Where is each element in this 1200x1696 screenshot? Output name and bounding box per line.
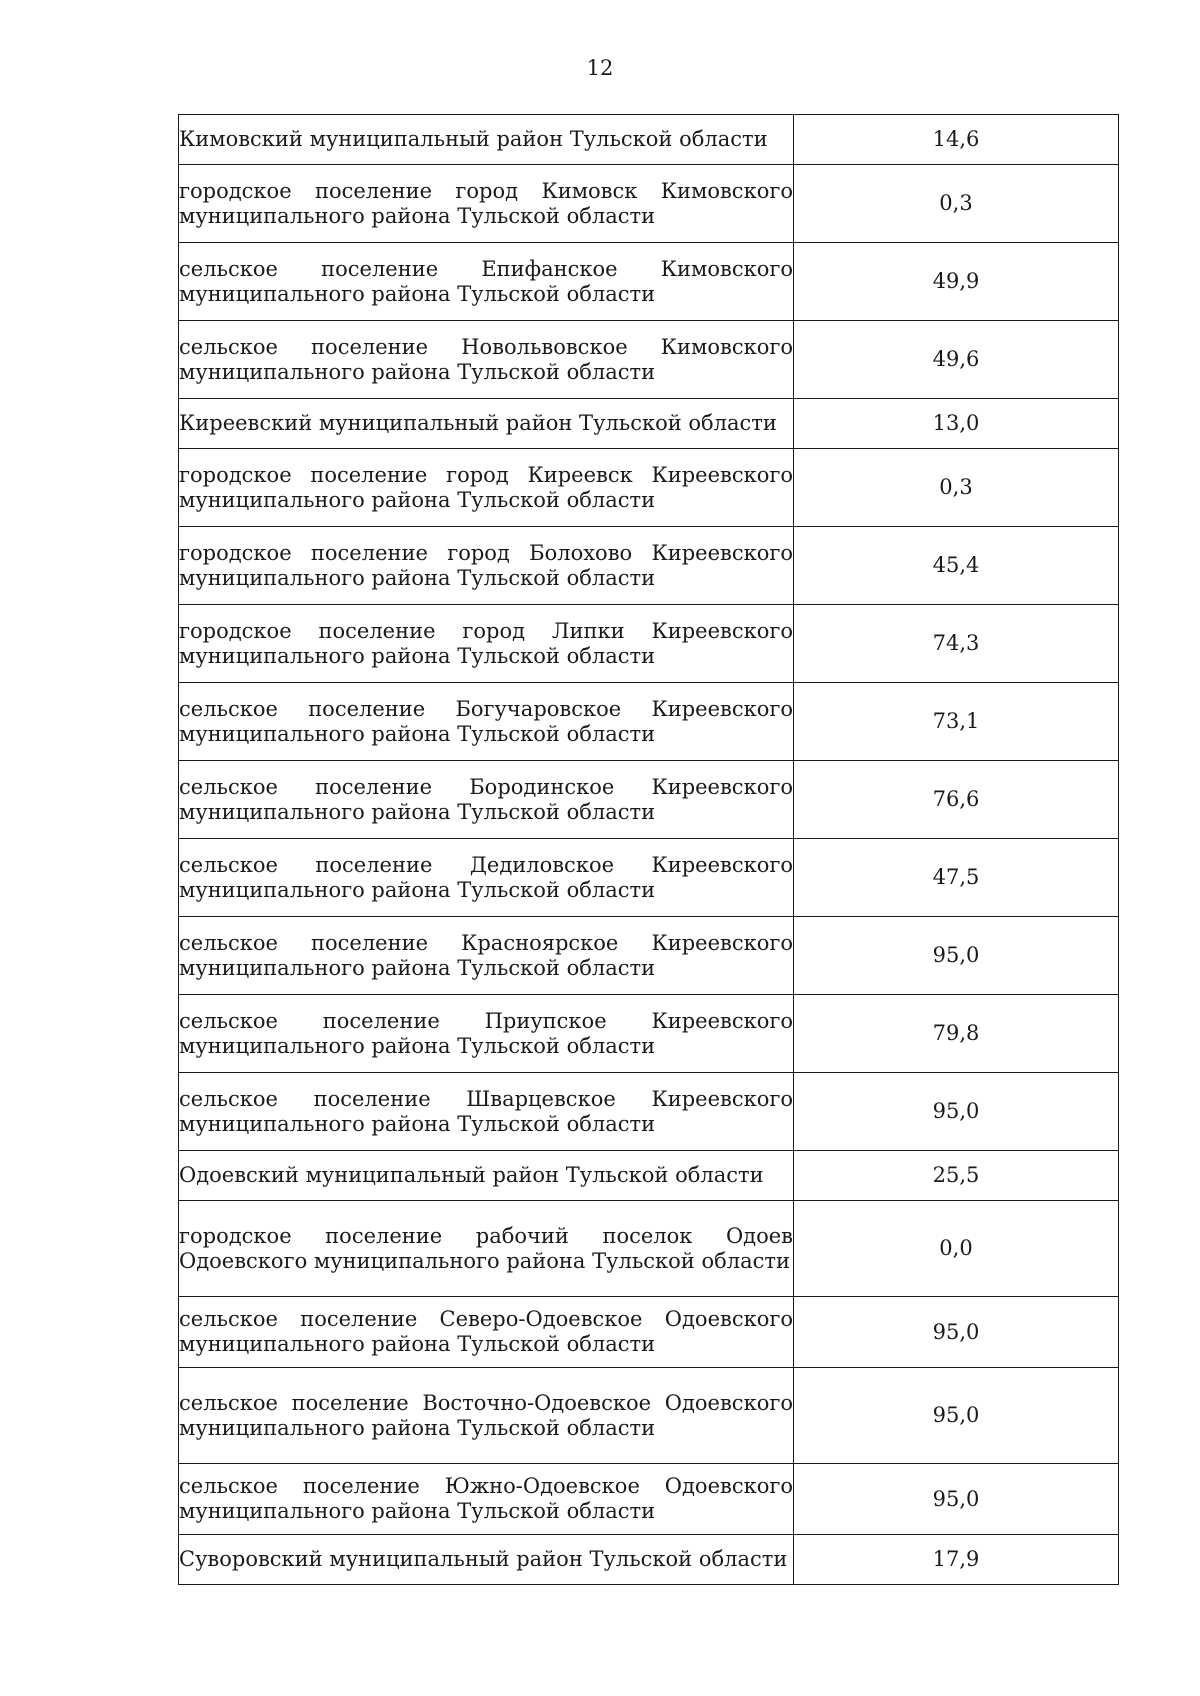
settlement-row xyxy=(179,321,1119,399)
district-row xyxy=(179,1535,1119,1585)
settlement-name-cell: сельское поселение Восточно-Одоевское Одоевского муниципального района Тульской области xyxy=(179,1368,794,1464)
settlement-row xyxy=(179,165,1119,243)
settlement-row xyxy=(179,243,1119,321)
settlement-row xyxy=(179,605,1119,683)
value-cell: 25,5 xyxy=(794,1151,1119,1201)
district-row xyxy=(179,399,1119,449)
district-row xyxy=(179,1151,1119,1201)
district-name-cell: Одоевский муниципальный район Тульской области xyxy=(179,1151,794,1201)
settlement-row xyxy=(179,1368,1119,1464)
value-cell: 0,3 xyxy=(794,165,1119,243)
value-cell: 0,3 xyxy=(794,449,1119,527)
table-body xyxy=(179,115,1119,1585)
settlement-name-cell: сельское поселение Северо-Одоевское Одоевского муниципального района Тульской области xyxy=(179,1297,794,1368)
value-cell: 47,5 xyxy=(794,839,1119,917)
settlement-row xyxy=(179,683,1119,761)
value-cell: 73,1 xyxy=(794,683,1119,761)
value-cell: 79,8 xyxy=(794,995,1119,1073)
data-table xyxy=(178,114,1119,1585)
settlement-name-cell: городское поселение город Кимовск Кимовского муниципального района Тульской области xyxy=(179,165,794,243)
district-row xyxy=(179,115,1119,165)
district-name-cell: Кимовский муниципальный район Тульской области xyxy=(179,115,794,165)
settlement-name-cell: сельское поселение Богучаровское Киреевского муниципального района Тульской области xyxy=(179,683,794,761)
settlement-name-cell: сельское поселение Красноярское Киреевского муниципального района Тульской области xyxy=(179,917,794,995)
settlement-row xyxy=(179,1464,1119,1535)
value-cell: 76,6 xyxy=(794,761,1119,839)
value-cell: 17,9 xyxy=(794,1535,1119,1585)
district-name-cell: Киреевский муниципальный район Тульской области xyxy=(179,399,794,449)
settlement-name-cell: городское поселение город Болохово Киреевского муниципального района Тульской области xyxy=(179,527,794,605)
settlement-row xyxy=(179,527,1119,605)
value-cell: 49,6 xyxy=(794,321,1119,399)
settlement-row xyxy=(179,995,1119,1073)
settlement-name-cell: сельское поселение Епифанское Кимовского муниципального района Тульской области xyxy=(179,243,794,321)
settlement-name-cell: сельское поселение Дедиловское Киреевского муниципального района Тульской области xyxy=(179,839,794,917)
value-cell: 95,0 xyxy=(794,1464,1119,1535)
settlement-name-cell: городское поселение город Липки Киреевского муниципального района Тульской области xyxy=(179,605,794,683)
value-cell: 95,0 xyxy=(794,1368,1119,1464)
value-cell: 45,4 xyxy=(794,527,1119,605)
settlement-name-cell: сельское поселение Бородинское Киреевского муниципального района Тульской области xyxy=(179,761,794,839)
value-cell: 14,6 xyxy=(794,115,1119,165)
settlement-name-cell: городское поселение город Киреевск Киреевского муниципального района Тульской области xyxy=(179,449,794,527)
page-number: 12 xyxy=(586,56,614,80)
value-cell: 0,0 xyxy=(794,1201,1119,1297)
settlement-name-cell: сельское поселение Приупское Киреевского муниципального района Тульской области xyxy=(179,995,794,1073)
settlement-row xyxy=(179,1201,1119,1297)
settlement-name-cell: городское поселение рабочий поселок Одоев Одоевского муниципального района Тульской области xyxy=(179,1201,794,1297)
settlement-name-cell: сельское поселение Новольвовское Кимовского муниципального района Тульской области xyxy=(179,321,794,399)
value-cell: 95,0 xyxy=(794,1073,1119,1151)
settlement-row xyxy=(179,449,1119,527)
settlement-name-cell: сельское поселение Южно-Одоевское Одоевского муниципального района Тульской области xyxy=(179,1464,794,1535)
settlement-row xyxy=(179,761,1119,839)
value-cell: 13,0 xyxy=(794,399,1119,449)
value-cell: 74,3 xyxy=(794,605,1119,683)
district-name-cell: Суворовский муниципальный район Тульской области xyxy=(179,1535,794,1585)
value-cell: 95,0 xyxy=(794,917,1119,995)
settlement-row xyxy=(179,917,1119,995)
value-cell: 95,0 xyxy=(794,1297,1119,1368)
settlement-name-cell: сельское поселение Шварцевское Киреевского муниципального района Тульской области xyxy=(179,1073,794,1151)
settlement-row xyxy=(179,839,1119,917)
value-cell: 49,9 xyxy=(794,243,1119,321)
settlement-row xyxy=(179,1073,1119,1151)
settlement-row xyxy=(179,1297,1119,1368)
